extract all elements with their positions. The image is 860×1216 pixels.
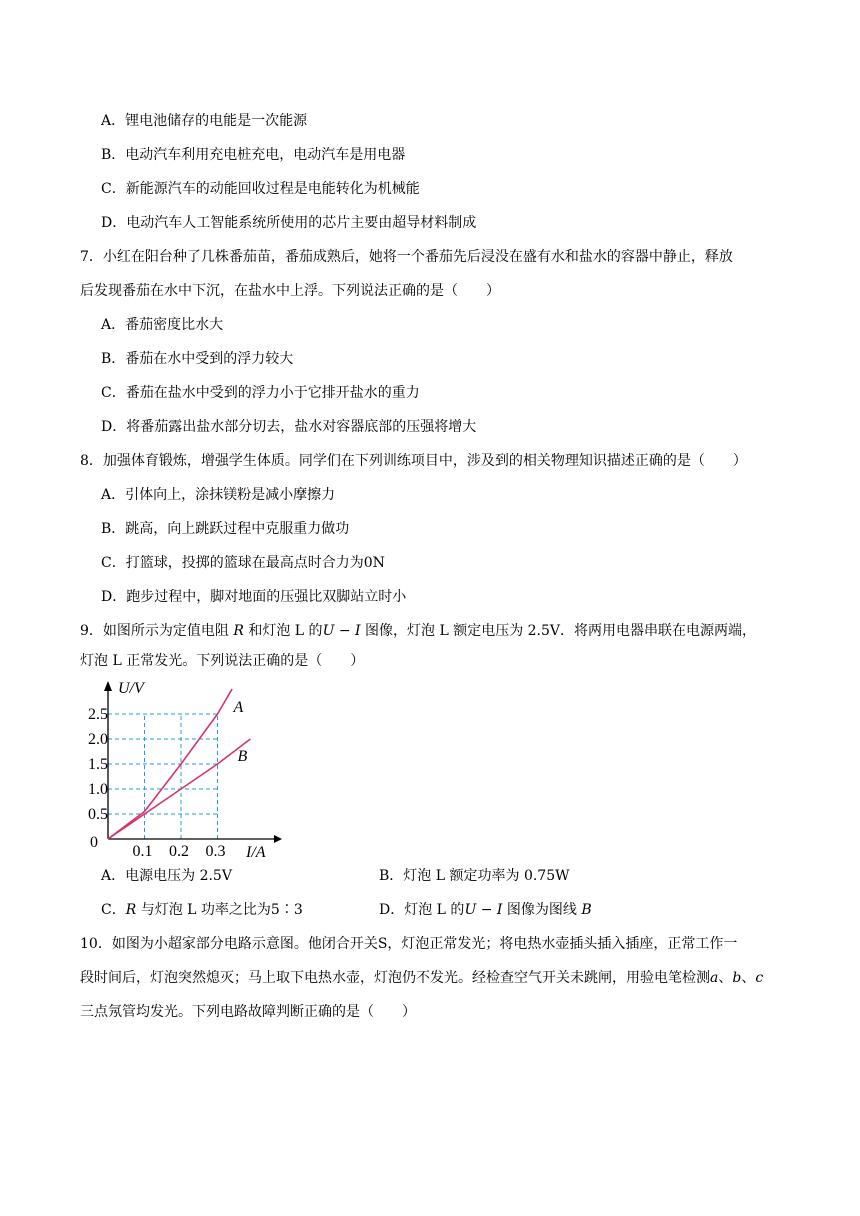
q7-stem-line2: 后发现番茄在水中下沉，在盐水中上浮。下列说法正确的是（ ） — [80, 283, 500, 299]
q9-option-c: C．R 与灯泡 L 功率之比为5∶3 — [101, 902, 303, 918]
y-tick-label: 1.5 — [88, 756, 108, 773]
u-i-graph — [88, 677, 288, 857]
series-label-A: A — [233, 699, 244, 716]
q10-line2: 段时间后，灯泡突然熄灭；马上取下电热水壶，灯泡仍不发光。经检查空气开关未跳闸，用验电笔检测a、b、c — [80, 970, 764, 986]
q9-option-d: D．灯泡 L 的U − I 图像为图线 B — [379, 902, 592, 918]
y-axis-arrow — [104, 681, 112, 691]
x-tick-label: 0.1 — [132, 843, 153, 857]
q9-stem-line2: 灯泡 L 正常发光。下列说法正确的是（ ） — [80, 653, 365, 669]
q9-option-b: B．灯泡 L 额定功率为 0.75W — [379, 868, 570, 884]
grid-lines — [108, 714, 218, 839]
q7-option-b: B．番茄在水中受到的浮力较大 — [101, 351, 294, 367]
y-tick-label: 2.0 — [88, 731, 108, 748]
q6-option-c: C．新能源汽车的动能回收过程是电能转化为机械能 — [101, 181, 420, 197]
q8-option-d: D．跑步过程中，脚对地面的压强比双脚站立时小 — [101, 589, 407, 605]
x-tick-label: 0.3 — [205, 843, 226, 857]
q8-option-c: C．打篮球，投掷的篮球在最高点时合力为0N — [101, 555, 385, 571]
q7-option-d: D．将番茄露出盐水部分切去，盐水对容器底部的压强将增大 — [101, 419, 477, 435]
q6-option-a: A．锂电池储存的电能是一次能源 — [101, 113, 308, 129]
q7-stem-line1: 7．小红在阳台种了几株番茄苗，番茄成熟后，她将一个番茄先后浸没在盛有水和盐水的容器中静止，释放 — [80, 249, 733, 265]
y-tick-label: 1.0 — [88, 781, 108, 798]
q10-line1: 10．如图为小超家部分电路示意图。他闭合开关S，灯泡正常发光；将电热水壶插头插入插座，正常工作一 — [80, 936, 738, 952]
q6-option-d: D．电动汽车人工智能系统所使用的芯片主要由超导材料制成 — [101, 215, 477, 231]
series-label-B: B — [237, 748, 248, 765]
q9-stem-line1: 9．如图所示为定值电阻 R 和灯泡 L 的U − I 图像，灯泡 L 额定电压为 2.5V．将两用电器串联在电源两端， — [80, 623, 757, 639]
q9-option-a: A．电源电压为 2.5V — [101, 868, 232, 884]
q7-option-a: A．番茄密度比水大 — [101, 317, 224, 333]
y-tick-label: 0.5 — [88, 806, 108, 823]
q6-option-b: B．电动汽车利用充电桩充电，电动汽车是用电器 — [101, 147, 406, 163]
y-tick-label: 2.5 — [88, 706, 108, 723]
x-tick-label: 0.2 — [169, 843, 189, 857]
y-axis-label: U/V — [118, 680, 144, 697]
q10-line3: 三点氖管均发光。下列电路故障判断正确的是（ ） — [80, 1004, 416, 1020]
q8-option-a: A．引体向上，涂抹镁粉是减小摩擦力 — [101, 487, 336, 503]
x-axis-arrow — [274, 835, 282, 843]
q8-stem: 8．加强体育锻炼，增强学生体质。同学们在下列训练项目中，涉及到的相关物理知识描述正确的是（ ） — [80, 453, 747, 469]
origin-label: 0 — [90, 834, 98, 851]
q8-option-b: B．跳高，向上跳跃过程中克服重力做功 — [101, 521, 350, 537]
q7-option-c: C．番茄在盐水中受到的浮力小于它排开盐水的重力 — [101, 385, 420, 401]
x-axis-label: I/A — [246, 844, 266, 857]
